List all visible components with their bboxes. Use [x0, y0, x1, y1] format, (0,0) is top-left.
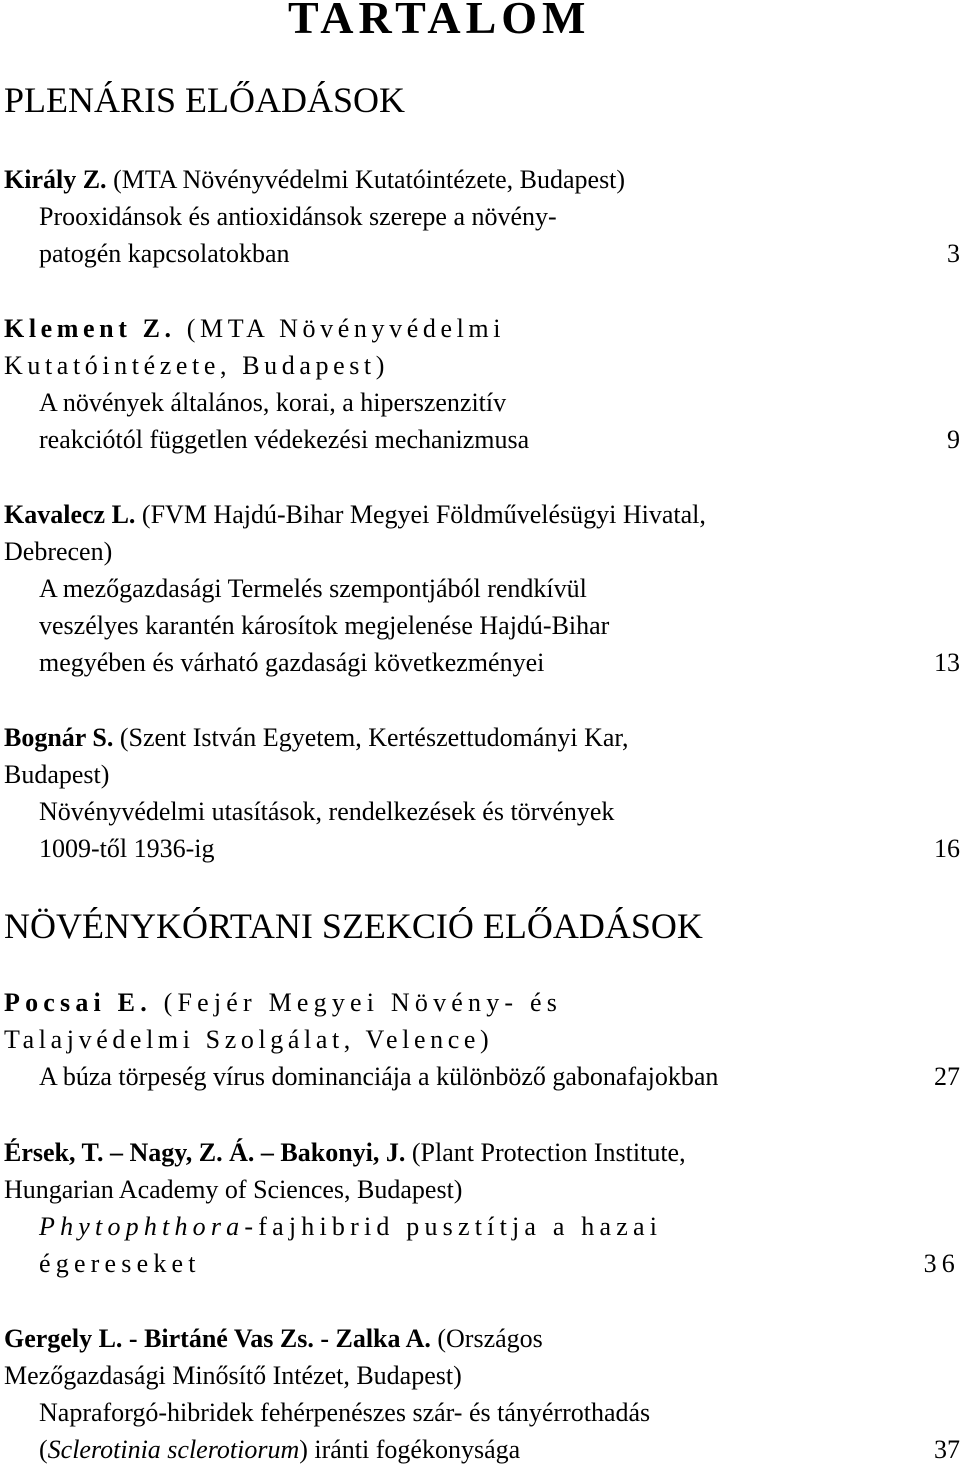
entry-authors: Kavalecz L.	[4, 500, 136, 529]
toc-entry[interactable]	[4, 984, 960, 1095]
entry-title-line: Prooxidánsok és antioxidánsok szerepe a növény-	[39, 202, 557, 231]
entry-affiliation-cont: Kutatóintézete, Budapest)	[4, 351, 390, 380]
entry-page-number: 3	[947, 239, 960, 268]
toc-entry[interactable]	[4, 310, 960, 458]
entry-title-line: megyében és várható gazdasági következményei	[39, 648, 545, 677]
entry-title-line: Napraforgó-hibridek fehérpenészes szár- és tányérrothadás	[39, 1398, 651, 1427]
entry-title-line: -fajhibrid pusztítja a hazai	[244, 1212, 663, 1241]
section-heading-novenykortani: NÖVÉNYKÓRTANI SZEKCIÓ ELŐADÁSOK	[4, 906, 703, 946]
entry-title-line: reakciótól független védekezési mechanizmusa	[39, 425, 530, 454]
entry-title-italic: Phytophthora	[39, 1212, 245, 1241]
entry-title-line: Növényvédelmi utasítások, rendelkezések és törvények	[39, 797, 615, 826]
toc-entry[interactable]	[4, 496, 960, 681]
entry-page-number: 37	[934, 1435, 960, 1464]
entry-title-line: A növények általános, korai, a hiperszenzitív	[39, 388, 507, 417]
toc-entry[interactable]	[4, 1320, 960, 1468]
entry-title-prefix: (	[39, 1435, 48, 1464]
toc-entry[interactable]	[4, 161, 960, 272]
entry-affiliation: (Országos	[437, 1324, 543, 1353]
entry-authors: Klement Z.	[4, 314, 176, 343]
entry-authors: Bognár S.	[4, 723, 114, 752]
entry-authors: Gergely L. - Birtáné Vas Zs. - Zalka A.	[4, 1324, 431, 1353]
entry-affiliation-cont: Budapest)	[4, 760, 110, 789]
entry-authors: Pocsai E.	[4, 988, 152, 1017]
entry-affiliation-cont: Mezőgazdasági Minősítő Intézet, Budapest)	[4, 1361, 462, 1390]
entry-page-number: 9	[947, 425, 960, 454]
entry-affiliation: (FVM Hajdú-Bihar Megyei Földművelésügyi Hivatal,	[141, 500, 706, 529]
entry-affiliation: (MTA Növényvédelmi	[186, 314, 506, 343]
section-heading-plenaris: PLENÁRIS ELŐADÁSOK	[4, 80, 406, 120]
entry-page-number: 13	[934, 648, 960, 677]
entry-affiliation: (Plant Protection Institute,	[411, 1138, 686, 1167]
toc-entry[interactable]	[4, 719, 960, 867]
entry-affiliation: (Szent István Egyetem, Kertészettudományi Kar,	[119, 723, 629, 752]
entry-title-suffix: ) iránti fogékonysága	[299, 1435, 521, 1464]
entry-title-line: veszélyes karantén károsítok megjelenése Hajdú-Bihar	[39, 611, 610, 640]
entry-affiliation: (Fejér Megyei Növény- és	[163, 988, 563, 1017]
entry-title-italic: Sclerotinia sclerotiorum	[47, 1435, 300, 1464]
entry-authors: Király Z.	[4, 165, 107, 194]
entry-affiliation: (MTA Növényvédelmi Kutatóintézete, Budapest)	[113, 165, 626, 194]
entry-title-line: A mezőgazdasági Termelés szempontjából rendkívül	[39, 574, 587, 603]
entry-title-line: 1009-től 1936-ig	[39, 834, 215, 863]
entry-page-number: 36	[923, 1249, 960, 1278]
entry-title-line: égereseket	[39, 1249, 201, 1278]
entry-page-number: 16	[934, 834, 960, 863]
entry-page-number: 27	[934, 1062, 960, 1091]
entry-title-line: A búza törpeség vírus dominanciája a különböző gabonafajokban	[39, 1062, 719, 1091]
entry-title-line: patogén kapcsolatokban	[39, 239, 290, 268]
entry-authors: Érsek, T. – Nagy, Z. Á. – Bakonyi, J.	[4, 1138, 406, 1167]
page-title: TARTALOM	[288, 0, 591, 43]
entry-affiliation-cont: Debrecen)	[4, 537, 113, 566]
toc-entry[interactable]	[4, 1134, 960, 1282]
entry-affiliation-cont: Talajvédelmi Szolgálat, Velence)	[4, 1025, 494, 1054]
entry-affiliation-cont: Hungarian Academy of Sciences, Budapest)	[4, 1175, 463, 1204]
